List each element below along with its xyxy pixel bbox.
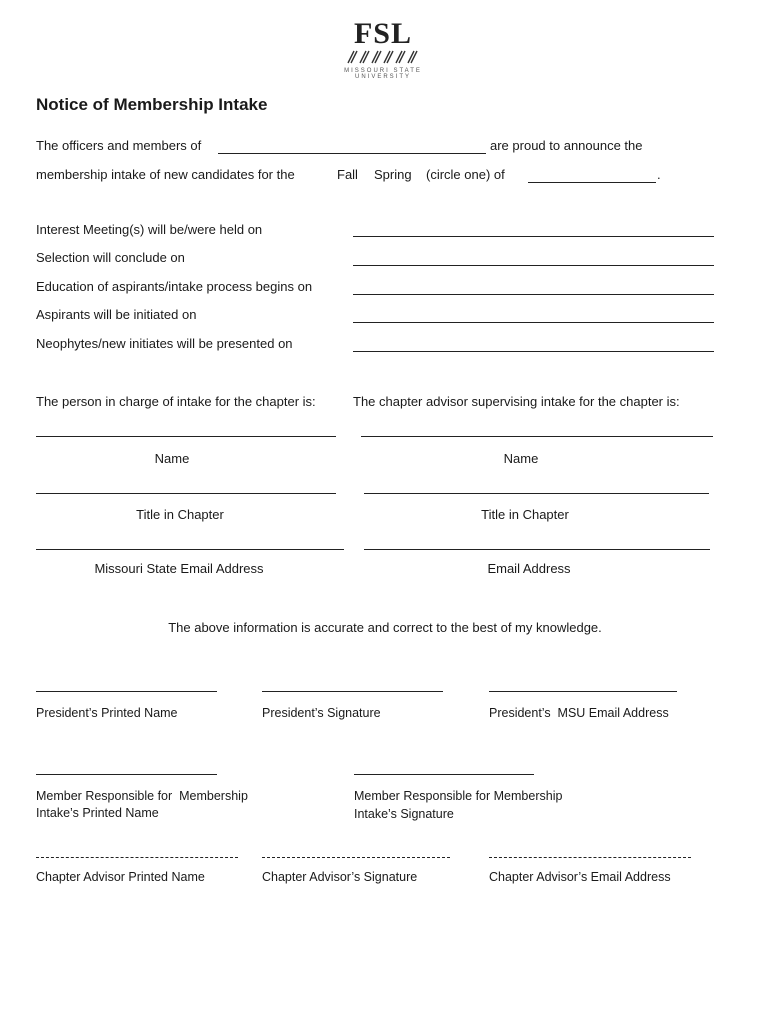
member-name-label-2: Intake’s Printed Name xyxy=(36,806,159,820)
left-email-field[interactable] xyxy=(36,549,344,550)
year-field[interactable] xyxy=(528,182,656,183)
right-email-label: Email Address xyxy=(487,561,571,576)
logo-stripes-icon xyxy=(338,50,428,64)
left-title-label: Title in Chapter xyxy=(136,507,224,522)
circle-one-label: (circle one) of xyxy=(426,167,505,182)
advisor-name-field[interactable] xyxy=(36,857,238,858)
fsl-logo xyxy=(338,18,428,88)
member-signature-field[interactable] xyxy=(354,774,534,775)
date-label-initiated: Aspirants will be initiated on xyxy=(36,307,197,322)
right-title-field[interactable] xyxy=(364,493,709,494)
intro-line1-start: The officers and members of xyxy=(36,138,202,153)
date-label-presented: Neophytes/new initiates will be presented on xyxy=(36,336,293,351)
member-signature-label-1: Member Responsible for Membership xyxy=(354,789,563,803)
date-field-selection[interactable] xyxy=(353,265,714,266)
right-email-field[interactable] xyxy=(364,549,710,550)
right-name-field[interactable] xyxy=(361,436,713,437)
left-title-field[interactable] xyxy=(36,493,336,494)
president-name-label: President’s Printed Name xyxy=(36,706,178,720)
logo-subtitle-2: UNIVERSITY xyxy=(354,74,411,80)
intro-line2-start: membership intake of new candidates for the xyxy=(36,167,295,182)
left-name-field[interactable] xyxy=(36,436,336,437)
intro-period: . xyxy=(657,167,661,182)
date-field-education[interactable] xyxy=(353,294,714,295)
advisor-name-label: Chapter Advisor Printed Name xyxy=(36,870,205,884)
date-label-education: Education of aspirants/intake process begins on xyxy=(36,279,313,294)
president-name-field[interactable] xyxy=(36,691,217,692)
advisor-email-label: Chapter Advisor’s Email Address xyxy=(489,870,671,884)
intro-line1-end: are proud to announce the xyxy=(490,138,643,153)
logo-subtitle-1: MISSOURI STATE xyxy=(344,68,422,74)
member-signature-label-2: Intake’s Signature xyxy=(354,807,454,821)
right-title-label: Title in Chapter xyxy=(481,507,569,522)
president-email-field[interactable] xyxy=(489,691,677,692)
president-signature-label: President’s Signature xyxy=(262,706,381,720)
right-contact-heading: The chapter advisor supervising intake for the chapter is: xyxy=(353,394,680,409)
date-field-presented[interactable] xyxy=(353,351,714,352)
date-field-initiated[interactable] xyxy=(353,322,714,323)
right-name-label: Name xyxy=(503,451,539,466)
advisor-signature-label: Chapter Advisor’s Signature xyxy=(262,870,418,884)
member-name-field[interactable] xyxy=(36,774,217,775)
option-spring[interactable]: Spring xyxy=(374,167,412,182)
date-label-selection: Selection will conclude on xyxy=(36,250,185,265)
logo-letters: FSL xyxy=(353,17,413,50)
president-email-label: President’s MSU Email Address xyxy=(489,706,669,720)
date-field-interest[interactable] xyxy=(353,236,714,237)
page-title: Notice of Membership Intake xyxy=(36,95,268,114)
left-contact-heading: The person in charge of intake for the chapter is: xyxy=(36,394,316,409)
member-name-label-1: Member Responsible for Membership xyxy=(36,789,248,803)
chapter-name-field[interactable] xyxy=(218,153,486,154)
certification-statement: The above information is accurate and correct to the best of my knowledge. xyxy=(168,620,602,635)
advisor-signature-field[interactable] xyxy=(262,857,450,858)
president-signature-field[interactable] xyxy=(262,691,443,692)
advisor-email-field[interactable] xyxy=(489,857,691,858)
option-fall[interactable]: Fall xyxy=(337,167,358,182)
date-label-interest: Interest Meeting(s) will be/were held on xyxy=(36,222,263,237)
left-email-label: Missouri State Email Address xyxy=(94,561,264,576)
left-name-label: Name xyxy=(154,451,190,466)
